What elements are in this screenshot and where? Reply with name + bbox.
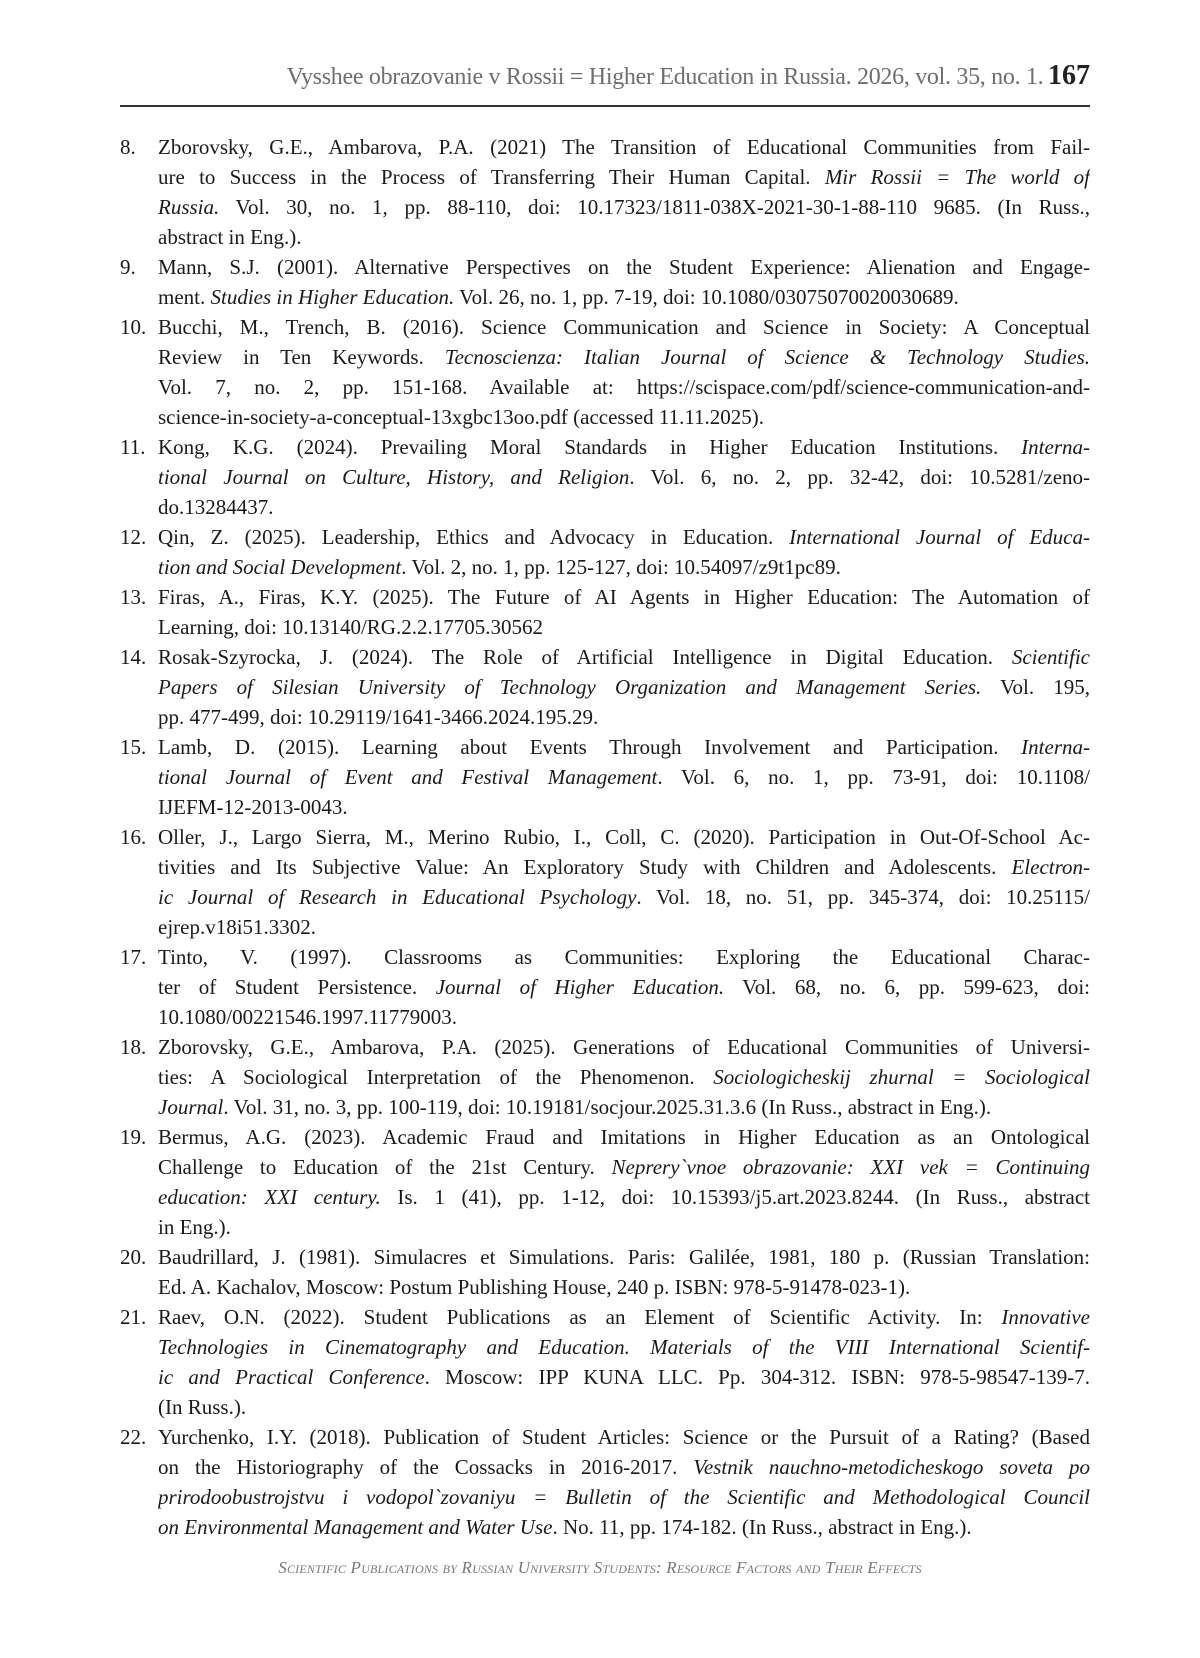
reference-line bbox=[158, 882, 1090, 912]
reference-source-italic: Sociologicheskij zhurnal = Sociological bbox=[713, 1065, 1090, 1089]
reference-source-italic: ic Journal of Research in Educational Psychology bbox=[158, 885, 637, 909]
reference-source-italic: Interna- bbox=[1021, 735, 1090, 759]
reference-source-italic: on Environmental Management and Water Use bbox=[158, 1515, 553, 1539]
reference-number: 10. bbox=[120, 315, 147, 339]
reference-text: 10.1080/00221546.1997.11779003. bbox=[158, 1005, 458, 1029]
reference-text: ter of Student Persistence. bbox=[158, 975, 436, 999]
reference-line bbox=[158, 1362, 1090, 1392]
reference-source-italic: Neprery`vnoe obrazovanie: XXI vek = Continuing bbox=[611, 1155, 1090, 1179]
running-header bbox=[120, 60, 1090, 100]
reference-line bbox=[158, 342, 1090, 372]
reference-source-italic: Interna- bbox=[1021, 435, 1090, 459]
reference-line bbox=[158, 942, 1090, 972]
reference-text: . Vol. 2, no. 1, pp. 125-127, doi: 10.54097/z9t1pc89. bbox=[401, 555, 841, 579]
reference-source-italic: Vestnik nauchno-metodicheskogo soveta po bbox=[693, 1455, 1090, 1479]
reference-text: ure to Success in the Process of Transferring Their Human Capital. bbox=[158, 165, 825, 189]
reference-text: Raev, O.N. (2022). Student Publications as an Element of Scientific Activity. In: bbox=[158, 1305, 1002, 1329]
reference-item bbox=[120, 132, 1090, 252]
reference-line bbox=[158, 1212, 1090, 1242]
reference-item bbox=[120, 822, 1090, 942]
reference-item bbox=[120, 1122, 1090, 1242]
reference-number: 11. bbox=[120, 435, 146, 459]
reference-line bbox=[158, 1332, 1090, 1362]
reference-line bbox=[158, 282, 1090, 312]
reference-number: 22. bbox=[120, 1425, 147, 1449]
reference-text: Review in Ten Keywords. bbox=[158, 345, 445, 369]
reference-line bbox=[158, 1482, 1090, 1512]
reference-source-italic: tion and Social Development bbox=[158, 555, 402, 579]
reference-line bbox=[158, 1032, 1090, 1062]
reference-line bbox=[158, 732, 1090, 762]
reference-text: Baudrillard, J. (1981). Simulacres et Simulations. Paris: Galilée, 1981, 180 p. (Russian Translation: bbox=[158, 1245, 1090, 1269]
reference-line bbox=[158, 552, 1090, 582]
reference-number: 12. bbox=[120, 525, 147, 549]
reference-number: 20. bbox=[120, 1245, 147, 1269]
reference-line bbox=[158, 1512, 1090, 1542]
reference-text: Vol. 26, no. 1, pp. 7-19, doi: 10.1080/03075070020030689. bbox=[454, 285, 959, 309]
reference-source-italic: Tecnoscienza: Italian Journal of Science & Technology Studies. bbox=[444, 345, 1090, 369]
reference-source-italic: Mir Rossii = The world of bbox=[824, 165, 1090, 189]
reference-line bbox=[158, 912, 1090, 942]
reference-text: Bermus, A.G. (2023). Academic Fraud and Imitations in Higher Education as an Ontological bbox=[158, 1125, 1090, 1149]
reference-line bbox=[158, 1302, 1090, 1332]
reference-text: . Vol. 6, no. 1, pp. 73-91, doi: 10.1108/ bbox=[657, 765, 1090, 789]
reference-text: . Moscow: IPP KUNA LLC. Pp. 304-312. ISBN: 978-5-98547-139-7. bbox=[424, 1365, 1090, 1389]
reference-text: (In Russ.). bbox=[158, 1395, 247, 1419]
reference-text: Qin, Z. (2025). Leadership, Ethics and Advocacy in Education. bbox=[158, 525, 790, 549]
reference-source-italic: Innovative bbox=[1001, 1305, 1090, 1329]
page-number: 167 bbox=[1048, 60, 1090, 91]
reference-text: ment. bbox=[158, 285, 211, 309]
reference-line bbox=[158, 1152, 1090, 1182]
reference-text: . No. 11, pp. 174-182. (In Russ., abstract in Eng.). bbox=[552, 1515, 972, 1539]
reference-text: Mann, S.J. (2001). Alternative Perspectives on the Student Experience: Alienation and Engage- bbox=[158, 255, 1090, 279]
reference-item bbox=[120, 642, 1090, 732]
reference-text: Rosak-Szyrocka, J. (2024). The Role of Artificial Intelligence in Digital Education. bbox=[158, 645, 1012, 669]
reference-line bbox=[158, 132, 1090, 162]
reference-line bbox=[158, 582, 1090, 612]
reference-source-italic: tional Journal of Event and Festival Management bbox=[158, 765, 658, 789]
reference-line bbox=[158, 162, 1090, 192]
reference-text: . Vol. 6, no. 2, pp. 32-42, doi: 10.5281/zeno- bbox=[629, 465, 1090, 489]
reference-line bbox=[158, 1092, 1090, 1122]
running-footer: Scientific Publications by Russian University Students: Resource Factors and Their Effects bbox=[278, 1558, 922, 1577]
reference-item bbox=[120, 942, 1090, 1032]
reference-number: 8. bbox=[120, 135, 136, 159]
reference-line bbox=[158, 762, 1090, 792]
reference-source-italic: Technologies in Cinematography and Education. Materials of the VIII International Scientif- bbox=[158, 1335, 1090, 1359]
reference-text: Learning, doi: 10.13140/RG.2.2.17705.30562 bbox=[158, 615, 543, 639]
reference-line bbox=[158, 1452, 1090, 1482]
reference-text: science-in-society-a-conceptual-13xgbc13oo.pdf (accessed 11.11.2025). bbox=[158, 405, 765, 429]
reference-text: pp. 477-499, doi: 10.29119/1641-3466.2024.195.29. bbox=[158, 705, 599, 729]
reference-item bbox=[120, 312, 1090, 432]
reference-line bbox=[158, 1182, 1090, 1212]
reference-line bbox=[158, 1272, 1090, 1302]
reference-line bbox=[158, 972, 1090, 1002]
reference-source-italic: tional Journal on Culture, History, and Religion bbox=[158, 465, 630, 489]
reference-item bbox=[120, 1032, 1090, 1122]
reference-source-italic: Russia. bbox=[158, 195, 220, 219]
reference-number: 9. bbox=[120, 255, 136, 279]
reference-number: 15. bbox=[120, 735, 147, 759]
reference-line bbox=[158, 222, 1090, 252]
header-rule bbox=[120, 105, 1090, 107]
reference-text: Vol. 7, no. 2, pp. 151-168. Available at: https://scispace.com/pdf/science-communication-and- bbox=[158, 375, 1090, 399]
reference-text: Challenge to Education of the 21st Century. bbox=[158, 1155, 612, 1179]
reference-text: tivities and Its Subjective Value: An Exploratory Study with Children and Adolescents. bbox=[158, 855, 1012, 879]
reference-line bbox=[158, 612, 1090, 642]
reference-number: 13. bbox=[120, 585, 147, 609]
reference-line bbox=[158, 822, 1090, 852]
reference-line bbox=[158, 852, 1090, 882]
reference-line bbox=[158, 192, 1090, 222]
reference-line bbox=[158, 642, 1090, 672]
reference-text: Lamb, D. (2015). Learning about Events Through Involvement and Participation. bbox=[158, 735, 1022, 759]
reference-item bbox=[120, 1422, 1090, 1542]
reference-text: Zborovsky, G.E., Ambarova, P.A. (2025). Generations of Educational Communities of Universi- bbox=[158, 1035, 1090, 1059]
reference-number: 21. bbox=[120, 1305, 147, 1329]
reference-item bbox=[120, 252, 1090, 312]
reference-source-italic: ic and Practical Conference bbox=[158, 1365, 425, 1389]
reference-source-italic: prirodoobustrojstvu i vodopol`zovaniyu = Bulletin of the Scientific and Methodological Council bbox=[158, 1485, 1090, 1509]
reference-item bbox=[120, 1302, 1090, 1422]
reference-line bbox=[158, 672, 1090, 702]
reference-source-italic: Journal bbox=[158, 1095, 224, 1119]
reference-list bbox=[120, 132, 1090, 1542]
reference-line bbox=[158, 792, 1090, 822]
reference-text: abstract in Eng.). bbox=[158, 225, 302, 249]
reference-number: 19. bbox=[120, 1125, 147, 1149]
reference-text: Ed. A. Kachalov, Moscow: Postum Publishing House, 240 p. ISBN: 978-5-91478-023-1). bbox=[158, 1275, 911, 1299]
reference-text: on the Historiography of the Cossacks in 2016-2017. bbox=[158, 1455, 694, 1479]
reference-text: Vol. 30, no. 1, pp. 88-110, doi: 10.17323/1811-038X-2021-30-1-88-110 9685. (In Russ., bbox=[219, 195, 1090, 219]
journal-running-title: Vysshee obrazovanie v Rossii = Higher Education in Russia. 2026, vol. 35, no. 1. bbox=[286, 64, 1044, 90]
reference-line bbox=[158, 702, 1090, 732]
reference-item bbox=[120, 522, 1090, 582]
reference-text: Zborovsky, G.E., Ambarova, P.A. (2021) The Transition of Educational Communities from Fail- bbox=[158, 135, 1090, 159]
reference-source-italic: education: XXI century. bbox=[158, 1185, 381, 1209]
reference-text: IJEFM-12-2013-0043. bbox=[158, 795, 348, 819]
reference-line bbox=[158, 1422, 1090, 1452]
reference-text: Bucchi, M., Trench, B. (2016). Science Communication and Science in Society: A Conceptual bbox=[158, 315, 1090, 339]
reference-number: 17. bbox=[120, 945, 147, 969]
reference-text: . Vol. 31, no. 3, pp. 100-119, doi: 10.19181/socjour.2025.31.3.6 (In Russ., abstract in Eng.). bbox=[223, 1095, 992, 1119]
reference-line bbox=[158, 1242, 1090, 1272]
reference-text: in Eng.). bbox=[158, 1215, 231, 1239]
reference-line bbox=[158, 1062, 1090, 1092]
reference-text: Tinto, V. (1997). Classrooms as Communities: Exploring the Educational Charac- bbox=[158, 945, 1090, 969]
reference-text: Vol. 68, no. 6, pp. 599-623, doi: bbox=[724, 975, 1090, 999]
reference-item bbox=[120, 432, 1090, 522]
reference-item bbox=[120, 1242, 1090, 1302]
reference-line bbox=[158, 1002, 1090, 1032]
reference-text: ties: A Sociological Interpretation of the Phenomenon. bbox=[158, 1065, 714, 1089]
reference-line bbox=[158, 1392, 1090, 1422]
reference-source-italic: Studies in Higher Education. bbox=[210, 285, 455, 309]
reference-text: Oller, J., Largo Sierra, M., Merino Rubio, I., Coll, C. (2020). Participation in Out-Of-School Ac- bbox=[158, 825, 1090, 849]
reference-text: Is. 1 (41), pp. 1-12, doi: 10.15393/j5.art.2023.8244. (In Russ., abstract bbox=[380, 1185, 1090, 1209]
reference-item bbox=[120, 582, 1090, 642]
reference-line bbox=[158, 1122, 1090, 1152]
reference-line bbox=[158, 492, 1090, 522]
reference-text: ejrep.v18i51.3302. bbox=[158, 915, 317, 939]
reference-line bbox=[158, 252, 1090, 282]
reference-source-italic: International Journal of Educa- bbox=[789, 525, 1090, 549]
reference-text: do.13284437. bbox=[158, 495, 274, 519]
reference-text: . Vol. 18, no. 51, pp. 345-374, doi: 10.25115/ bbox=[636, 885, 1090, 909]
reference-line bbox=[158, 432, 1090, 462]
reference-text: Firas, A., Firas, K.Y. (2025). The Future of AI Agents in Higher Education: The Automation of bbox=[158, 585, 1090, 609]
reference-source-italic: Papers of Silesian University of Technology Organization and Management Series. bbox=[158, 675, 982, 699]
reference-line bbox=[158, 372, 1090, 402]
reference-line bbox=[158, 312, 1090, 342]
reference-line bbox=[158, 522, 1090, 552]
reference-number: 18. bbox=[120, 1035, 147, 1059]
reference-source-italic: Journal of Higher Education. bbox=[435, 975, 725, 999]
reference-source-italic: Scientific bbox=[1011, 645, 1090, 669]
reference-text: Kong, K.G. (2024). Prevailing Moral Standards in Higher Education Institutions. bbox=[158, 435, 1022, 459]
reference-line bbox=[158, 462, 1090, 492]
reference-item bbox=[120, 732, 1090, 822]
reference-number: 16. bbox=[120, 825, 147, 849]
reference-source-italic: Electron- bbox=[1011, 855, 1090, 879]
reference-number: 14. bbox=[120, 645, 147, 669]
reference-line bbox=[158, 402, 1090, 432]
reference-text: Yurchenko, I.Y. (2018). Publication of Student Articles: Science or the Pursuit of a Rating? (Based bbox=[158, 1425, 1090, 1449]
reference-text: Vol. 195, bbox=[981, 675, 1090, 699]
